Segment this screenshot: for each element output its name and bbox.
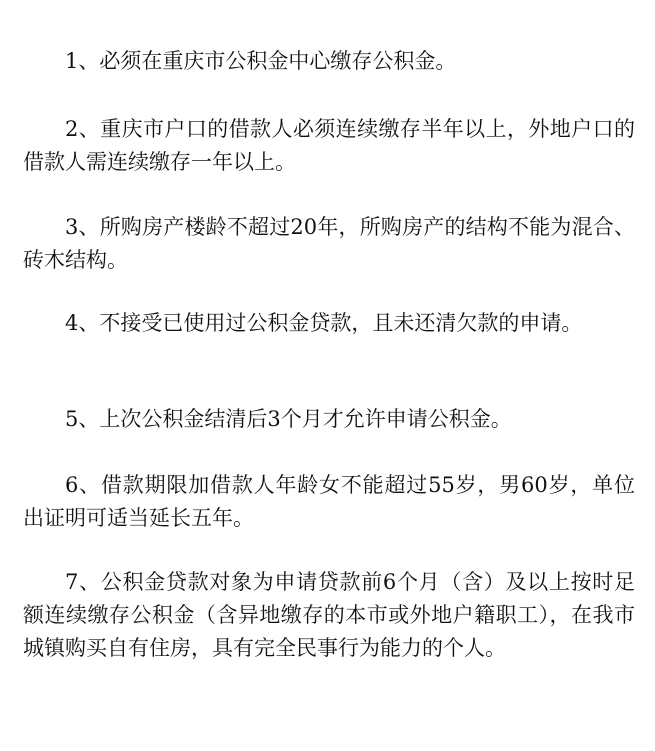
requirement-item-7: 7、公积金贷款对象为申请贷款前6个月（含）及以上按时足额连续缴存公积金（含异地缴存的本市或外地户籍职工），在我市城镇购买自有住房，具有完全民事行为能力的个人。 bbox=[23, 570, 635, 660]
requirement-item-5: 5、上次公积金结清后3个月才允许申请公积金。 bbox=[65, 407, 512, 431]
requirement-item-4: 4、不接受已使用过公积金贷款，且未还清欠款的申请。 bbox=[65, 311, 583, 335]
requirement-item-2: 2、重庆市户口的借款人必须连续缴存半年以上，外地户口的借款人需连续缴存一年以上。 bbox=[23, 117, 635, 174]
requirement-item-3: 3、所购房产楼龄不超过20年，所购房产的结构不能为混合、砖木结构。 bbox=[23, 215, 635, 272]
requirement-item-6: 6、借款期限加借款人年龄女不能超过55岁，男60岁，单位出证明可适当延长五年。 bbox=[23, 473, 635, 530]
requirement-item-1: 1、必须在重庆市公积金中心缴存公积金。 bbox=[65, 49, 457, 73]
